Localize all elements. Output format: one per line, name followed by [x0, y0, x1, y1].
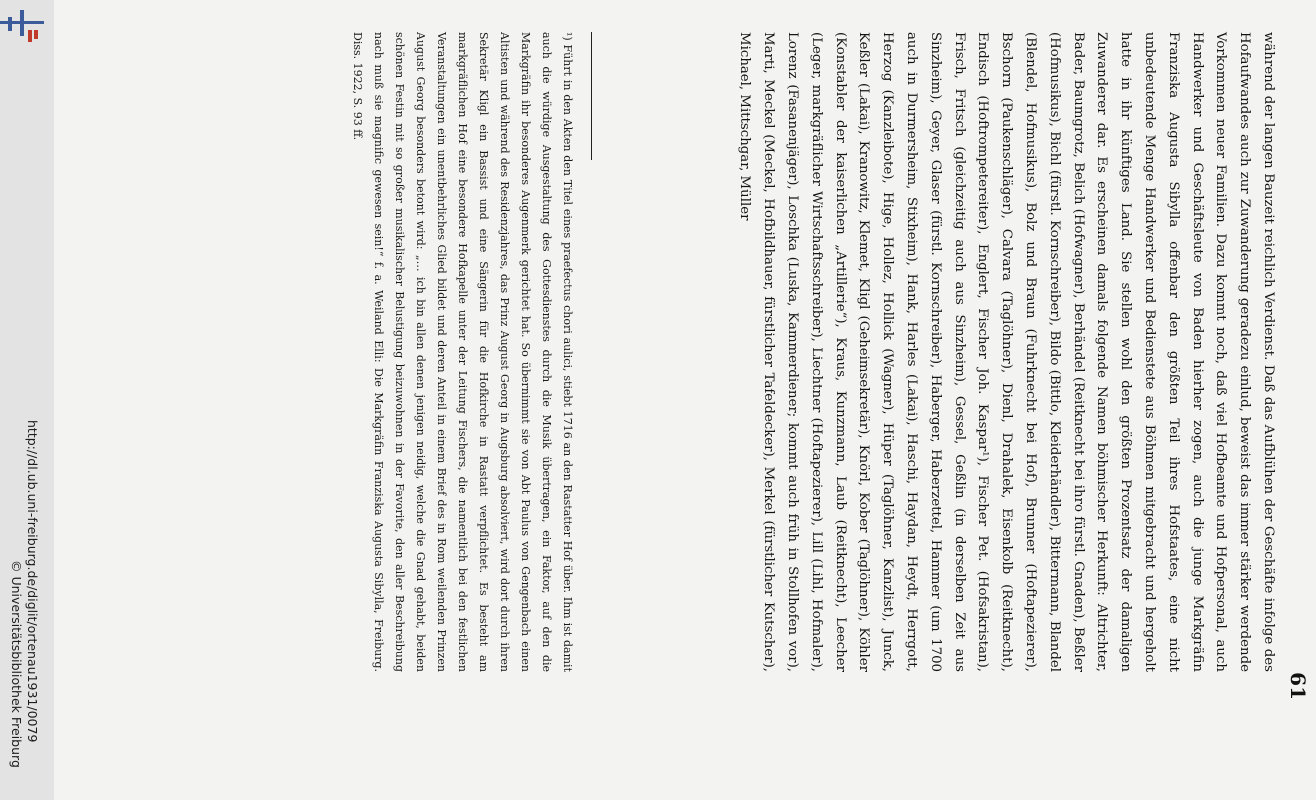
- footnote-divider: [591, 32, 592, 160]
- page-number: 61: [1286, 672, 1310, 700]
- library-logo-icon: [0, 0, 54, 50]
- copyright-notice: © Universitätsbibliothek Freiburg: [9, 560, 24, 768]
- source-url[interactable]: http://dl.ub.uni-freiburg.de/diglit/ortenau1931/0079: [25, 420, 40, 743]
- rotated-page-content: [54, 0, 1316, 800]
- footnote-text: ¹) Führt in den Akten den Titel eines praefectus chori aulici, stiebt 1716 an den Rastatter Hof über. Ihm ist damit auch die würdige Ausgestaltung des Gottesdienstes durch die Musik übertragen, ein Faktor, auf den die Markgräfin ihr besonderes Augenmerk gerichtet hat. So übernimmt sie von Abt Paulus von Gengenbach einen Altisten und während des Residenzjahres, das Prinz August Georg in Augsburg absolviert, wird dort durch ihren Sekretär Kligl ein Bassist und eine Sängerin für die Hofkirche in Rastatt verpflichtet. Es besteht am markgräflichen Hof eine besondere Hofkapelle unter der Leitung Fischers, die namentlich bei den festlichen Veranstaltungen ein unentbehrliches Glied bildet und deren Anteil in einem Brief des in Rom weilenden Prinzen August Georg besonders betont wird: „… ich bin allen denen jenigen neidig, welche die Gnad gehabt, beiden schönen Festin mit so großer musikalischer Belustigung beizuwohnen in der Favorite, den aller Beschreibung nach muß sie magnific gewesen sein!“ f. a. Weiland Elli: Die Markgräfin Franziska Augusta Sibylla, Freiburg. Diss. 1922, S. 93 ff.: [351, 32, 574, 672]
- viewer-sidebar: [0, 0, 54, 800]
- body-text: während der langen Bauzeit reichlich Verdienst. Daß das Aufblühen der Geschäfte infolge des Hofaufwandes auch zur Zuwanderung geradezu einlud, beweist das immer stärker werdende Vorkommen neuer Familien. Dazu kommt noch, daß viel Hofbeamte und Hofpersonal, auch Handwerker und Geschäftsleute von Baden hierher zogen, auch die junge Markgräfin Franziska Augusta Sibylla offenbar den größten Teil ihres Hofstaates, eine nicht unbedeutende Menge Handwerker und Bedienstete aus Böhmen mitgebracht und hergeholt hatte in ihr künftiges Land. Sie stellen wohl den größten Prozentsatz der damaligen Zuwanderer dar. Es erscheinen damals folgende Namen böhmischer Herkunft: Altrichter, Bader, Baumgrotz, Belich (Hofwagner), Berhändel (Reitknecht bei ihro fürstl. Gnaden), Beßler (Hofmusikus), Bichl (fürstl. Kornschreiber), Bildo (Bittlo, Kleiderhändler), Bittermann, Blandel (Blendel, Hofmusikus), Bolz und Braun (Fuhrknecht bei Hof), Brunner (Hoftapezierer), Bschorn (Paukenschläger), Calvara (Taglöhner), Dienl, Drahalek, Eisenkolb (Reitknecht), Endisch (Hoftrompetereiter), Englert, Fischer Joh. Kaspar¹), Fischer Pet. (Hofsakristan), Frisch, Fritsch (gleichzeitig auch aus Sinzheim), Gessel, Geßlin (in derselben Zeit aus Sinzheim), Geyer, Glaser (fürstl. Kornschreiber), Haberger, Haberzettel, Hammer (um 1700 auch in Durmersheim, Stixheim), Hank, Harles (Lakai), Haschi, Haydan, Heydt, Herrgott, Herzog (Kanzleibote), Hige, Hollez, Hollick (Wagner), Hüper (Taglöhner, Kanzlist), Junck, Keßler (Lakai), Kranowitz, Klemet, Kligl (Geheimsekretär), Knörl, Kober (Taglöhner), Köhler (Konstabler der kaiserlichen „Artillerie“), Kraus, Kunzmann, Laub (Reitknecht), Leecher (Leger, markgräflicher Wirtschaftsschreiber), Liechtner (Hoftapezierer), Lill (Lihl, Hofmaler), Lorenz (Fasanenjäger), Loschka (Luska, Kammerdiener; kommt auch früh in Stollhofen vor), Marti, Meckel (Meckel, Hofbildhauer, fürstlicher Tafeldecker), Merkel (fürstlicher Kutscher), Michael, Mittschgar, Müller: [737, 32, 1276, 672]
- scanned-page: [54, 0, 1316, 800]
